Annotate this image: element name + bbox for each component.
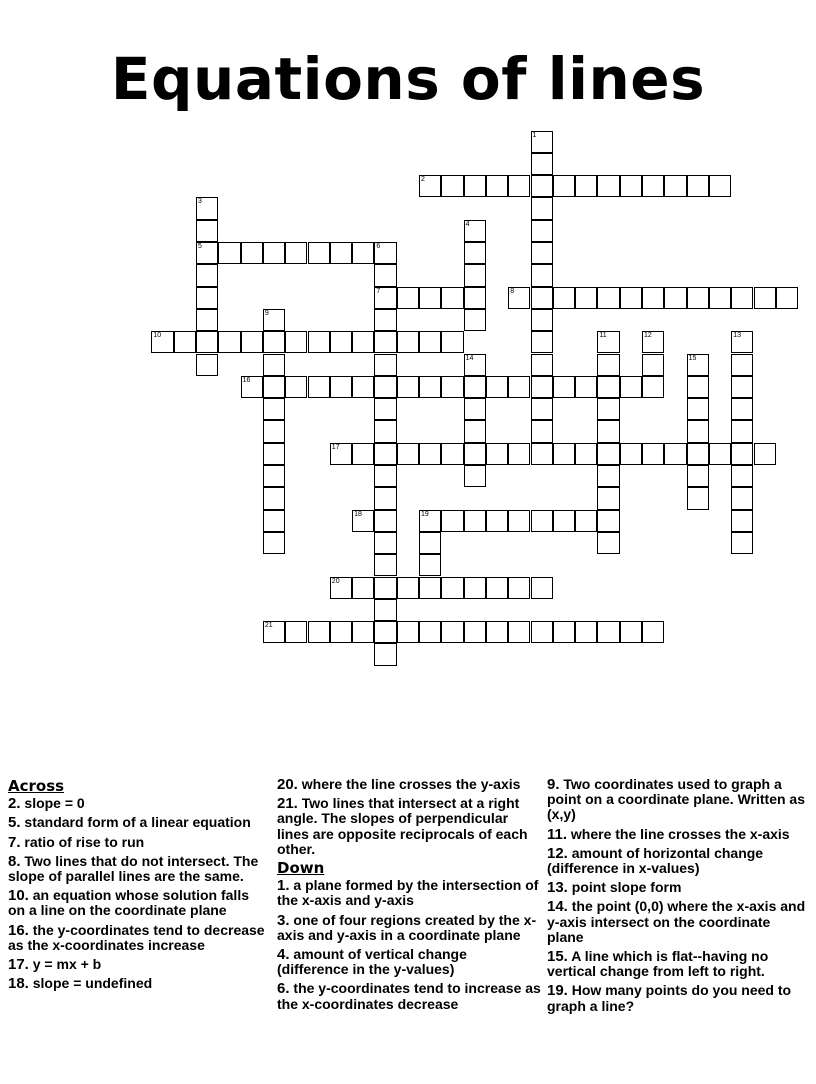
clue-number: 6.: [277, 980, 290, 998]
grid-cell[interactable]: [464, 264, 486, 286]
clue-down-1: [277, 878, 542, 908]
grid-cell[interactable]: [687, 420, 709, 442]
grid-cell[interactable]: [352, 510, 374, 532]
clue-number-label: 3: [198, 198, 202, 206]
grid-cell[interactable]: [151, 331, 173, 353]
grid-cell[interactable]: [374, 331, 396, 353]
clue-text: the y-coordinates tend to increase as the x-coordinates decrease: [277, 980, 541, 1012]
clue-text: standard form of a linear equation: [24, 814, 251, 831]
grid-cell[interactable]: [731, 398, 753, 420]
clue-number: 14.: [547, 898, 568, 916]
grid-cell[interactable]: [597, 376, 619, 398]
grid-cell[interactable]: [731, 487, 753, 509]
clue-down-13: [547, 880, 809, 895]
grid-cell[interactable]: [531, 242, 553, 264]
grid-cell[interactable]: [263, 398, 285, 420]
clue-number: 19.: [547, 982, 568, 1000]
grid-cell[interactable]: [731, 420, 753, 442]
grid-cell[interactable]: [597, 175, 619, 197]
grid-cell[interactable]: [731, 532, 753, 554]
clue-text: a plane formed by the intersection of the x-axis and y-axis: [277, 877, 539, 909]
grid-cell[interactable]: [352, 621, 374, 643]
grid-cell[interactable]: [508, 577, 530, 599]
clue-number: 7.: [8, 833, 21, 851]
grid-cell[interactable]: [776, 287, 798, 309]
grid-cell[interactable]: [352, 242, 374, 264]
clue-number-label: 7: [376, 287, 381, 295]
grid-cell[interactable]: [263, 487, 285, 509]
grid-cell[interactable]: [642, 621, 664, 643]
grid-cell[interactable]: [196, 197, 218, 219]
clue-number: 4.: [277, 946, 290, 964]
grid-cell[interactable]: [687, 287, 709, 309]
grid-cell[interactable]: [196, 287, 218, 309]
grid-cell[interactable]: [397, 443, 419, 465]
clue-text: an equation whose solution falls on a line on the coordinate plane: [8, 887, 249, 919]
grid-cell[interactable]: [330, 242, 352, 264]
grid-cell[interactable]: [508, 621, 530, 643]
grid-cell[interactable]: [374, 420, 396, 442]
clue-down-9: [547, 777, 809, 823]
grid-cell[interactable]: [263, 465, 285, 487]
clue-number: 20.: [277, 776, 298, 793]
grid-cell[interactable]: [441, 331, 463, 353]
clue-number-label: 18: [354, 510, 362, 518]
grid-cell[interactable]: [419, 331, 441, 353]
grid-cell[interactable]: [464, 420, 486, 442]
grid-cell[interactable]: [419, 376, 441, 398]
grid-cell[interactable]: [709, 287, 731, 309]
grid-cell[interactable]: [174, 331, 196, 353]
grid-cell[interactable]: [531, 264, 553, 286]
clue-number: 12.: [547, 844, 568, 862]
grid-cell[interactable]: [531, 577, 553, 599]
clue-text: Two lines that intersect at a right angle. The slopes of perpendicular lines are opposite reciprocals of each other.: [277, 795, 528, 857]
clue-number: 21.: [277, 795, 298, 813]
grid-cell[interactable]: [709, 443, 731, 465]
clue-across-7: [8, 835, 268, 850]
grid-cell[interactable]: [196, 264, 218, 286]
grid-cell[interactable]: [308, 376, 330, 398]
clue-number-label: 8: [510, 287, 515, 295]
grid-cell[interactable]: [330, 443, 352, 465]
clue-across-17: [8, 957, 268, 972]
grid-cell[interactable]: [531, 376, 553, 398]
clue-number: 11.: [547, 825, 568, 843]
grid-cell[interactable]: [374, 510, 396, 532]
grid-cell[interactable]: [419, 175, 441, 197]
grid-cell[interactable]: [553, 510, 575, 532]
clue-number: 15.: [547, 948, 568, 966]
grid-cell[interactable]: [464, 376, 486, 398]
clue-text: where the line crosses the y-axis: [301, 776, 521, 792]
grid-cell[interactable]: [263, 309, 285, 331]
clue-number-label: 1: [532, 131, 537, 139]
grid-cell[interactable]: [464, 465, 486, 487]
grid-cell[interactable]: [464, 354, 486, 376]
grid-cell[interactable]: [441, 510, 463, 532]
grid-cell[interactable]: [308, 242, 330, 264]
grid-cell[interactable]: [419, 554, 441, 576]
grid-cell[interactable]: [308, 331, 330, 353]
clue-number-label: 13: [733, 332, 741, 340]
grid-cell[interactable]: [263, 443, 285, 465]
grid-cell[interactable]: [419, 532, 441, 554]
clue-text: Two lines that do not intersect. The slope of parallel lines are the same.: [8, 852, 259, 885]
page-title: Equations of lines: [110, 45, 706, 113]
grid-cell[interactable]: [687, 398, 709, 420]
grid-cell[interactable]: [196, 220, 218, 242]
clue-number-label: 11: [599, 332, 607, 340]
grid-cell[interactable]: [374, 599, 396, 621]
grid-cell[interactable]: [374, 264, 396, 286]
grid-cell[interactable]: [597, 354, 619, 376]
clue-number-label: 2: [421, 176, 425, 184]
clue-text: point slope form: [571, 879, 682, 896]
clue-down-12: [547, 846, 809, 876]
grid-cell[interactable]: [731, 331, 753, 353]
grid-cell[interactable]: [464, 242, 486, 264]
grid-cell[interactable]: [330, 577, 352, 599]
grid-cell[interactable]: [285, 242, 307, 264]
grid-cell[interactable]: [308, 621, 330, 643]
grid-cell[interactable]: [374, 242, 396, 264]
grid-cell[interactable]: [464, 510, 486, 532]
clues-column-1: [8, 777, 268, 995]
clue-down-11: [547, 827, 809, 842]
grid-cell[interactable]: [196, 331, 218, 353]
clue-text: ratio of rise to run: [24, 833, 145, 850]
grid-cell[interactable]: [196, 354, 218, 376]
grid-cell[interactable]: [531, 309, 553, 331]
grid-cell[interactable]: [531, 220, 553, 242]
grid-cell[interactable]: [597, 287, 619, 309]
grid-cell[interactable]: [531, 420, 553, 442]
grid-cell[interactable]: [374, 577, 396, 599]
clue-number-label: 20: [331, 577, 340, 585]
clue-number-label: 9: [264, 309, 269, 317]
grid-cell[interactable]: [330, 331, 352, 353]
clue-number-label: 21: [264, 622, 273, 630]
grid-cell[interactable]: [464, 175, 486, 197]
grid-cell[interactable]: [441, 175, 463, 197]
grid-cell[interactable]: [664, 287, 686, 309]
grid-cell[interactable]: [263, 532, 285, 554]
clue-number: 2.: [8, 795, 21, 813]
grid-cell[interactable]: [374, 376, 396, 398]
grid-cell[interactable]: [553, 376, 575, 398]
grid-cell[interactable]: [196, 242, 218, 264]
grid-cell[interactable]: [352, 577, 374, 599]
clue-number: 8.: [8, 852, 21, 870]
grid-cell[interactable]: [687, 487, 709, 509]
clue-down-3: [277, 913, 542, 943]
grid-cell[interactable]: [531, 153, 553, 175]
grid-cell[interactable]: [687, 376, 709, 398]
grid-cell[interactable]: [687, 443, 709, 465]
grid-cell[interactable]: [397, 376, 419, 398]
clue-number: 10.: [8, 887, 29, 905]
clue-text: where the line crosses the x-axis: [570, 825, 790, 842]
clue-number: 3.: [277, 911, 290, 929]
grid-cell[interactable]: [687, 465, 709, 487]
grid-cell[interactable]: [419, 287, 441, 309]
grid-cell[interactable]: [531, 175, 553, 197]
clue-number: 13.: [547, 879, 568, 897]
grid-cell[interactable]: [575, 443, 597, 465]
grid-cell[interactable]: [575, 621, 597, 643]
grid-cell[interactable]: [241, 331, 263, 353]
grid-cell[interactable]: [374, 287, 396, 309]
grid-cell[interactable]: [464, 287, 486, 309]
grid-cell[interactable]: [419, 443, 441, 465]
clue-number: 5.: [8, 814, 21, 832]
grid-cell[interactable]: [687, 354, 709, 376]
grid-cell[interactable]: [531, 331, 553, 353]
grid-cell[interactable]: [597, 420, 619, 442]
clue-text: slope = undefined: [32, 975, 153, 992]
grid-cell[interactable]: [508, 443, 530, 465]
grid-cell[interactable]: [352, 376, 374, 398]
clue-across-2: [8, 796, 268, 811]
clue-across-8: [8, 854, 268, 884]
clue-text: A line which is flat--having no vertical change from left to right.: [547, 948, 769, 980]
grid-cell[interactable]: [218, 242, 240, 264]
grid-cell[interactable]: [263, 376, 285, 398]
grid-cell[interactable]: [531, 131, 553, 153]
clue-down-19: [547, 983, 809, 1013]
grid-cell[interactable]: [531, 197, 553, 219]
grid-cell[interactable]: [575, 376, 597, 398]
grid-cell[interactable]: [374, 354, 396, 376]
clue-number-label: 14: [465, 354, 474, 362]
grid-cell[interactable]: [597, 443, 619, 465]
clue-across-21: [277, 796, 542, 857]
grid-cell[interactable]: [486, 376, 508, 398]
grid-cell[interactable]: [285, 621, 307, 643]
grid-cell[interactable]: [263, 510, 285, 532]
clue-across-5: [8, 815, 268, 830]
grid-cell[interactable]: [664, 443, 686, 465]
grid-cell[interactable]: [597, 510, 619, 532]
clue-down-14: [547, 899, 809, 945]
grid-cell[interactable]: [374, 643, 396, 665]
grid-cell[interactable]: [575, 510, 597, 532]
grid-cell[interactable]: [486, 443, 508, 465]
grid-cell[interactable]: [374, 465, 396, 487]
clue-number-label: 5: [198, 243, 202, 250]
grid-cell[interactable]: [352, 443, 374, 465]
grid-cell[interactable]: [486, 621, 508, 643]
clue-number: 16.: [8, 921, 29, 939]
grid-cell[interactable]: [731, 354, 753, 376]
grid-cell[interactable]: [642, 376, 664, 398]
clue-number: 9.: [547, 776, 560, 793]
clue-text: Two coordinates used to graph a point on a coordinate plane. Written as (x,y): [547, 776, 805, 823]
clue-number: 18.: [8, 975, 29, 993]
grid-cell[interactable]: [531, 621, 553, 643]
grid-cell[interactable]: [419, 577, 441, 599]
grid-cell[interactable]: [374, 398, 396, 420]
grid-cell[interactable]: [486, 175, 508, 197]
grid-cell[interactable]: [731, 510, 753, 532]
grid-cell[interactable]: [620, 175, 642, 197]
clue-across-16: [8, 923, 268, 953]
clue-text: amount of horizontal change (difference in x-values): [547, 844, 764, 877]
clue-number-label: 19: [421, 510, 429, 518]
grid-cell[interactable]: [553, 621, 575, 643]
grid-cell[interactable]: [553, 175, 575, 197]
grid-cell[interactable]: [263, 354, 285, 376]
grid-cell[interactable]: [330, 376, 352, 398]
grid-cell[interactable]: [597, 621, 619, 643]
grid-cell[interactable]: [731, 443, 753, 465]
grid-cell[interactable]: [597, 487, 619, 509]
grid-cell[interactable]: [731, 287, 753, 309]
grid-cell[interactable]: [664, 175, 686, 197]
grid-cell[interactable]: [553, 443, 575, 465]
clue-text: the y-coordinates tend to decrease as the x-coordinates increase: [8, 921, 265, 953]
clues-column-2: [277, 777, 542, 1016]
grid-cell[interactable]: [330, 621, 352, 643]
grid-cell[interactable]: [285, 376, 307, 398]
grid-cell[interactable]: [754, 443, 776, 465]
grid-cell[interactable]: [397, 577, 419, 599]
grid-cell[interactable]: [241, 376, 263, 398]
grid-cell[interactable]: [486, 577, 508, 599]
clue-number-label: 10: [153, 332, 162, 340]
grid-cell[interactable]: [531, 443, 553, 465]
clue-text: y = mx + b: [32, 956, 102, 973]
grid-cell[interactable]: [196, 309, 218, 331]
grid-cell[interactable]: [441, 443, 463, 465]
clue-down-4: [277, 947, 542, 977]
grid-cell[interactable]: [642, 354, 664, 376]
grid-cell[interactable]: [754, 287, 776, 309]
clue-text: amount of vertical change (difference in the y-values): [277, 946, 467, 978]
grid-cell[interactable]: [419, 621, 441, 643]
grid-cell[interactable]: [374, 532, 396, 554]
grid-cell[interactable]: [486, 510, 508, 532]
grid-cell[interactable]: [709, 175, 731, 197]
grid-cell[interactable]: [397, 331, 419, 353]
clue-down-6: [277, 981, 542, 1011]
grid-cell[interactable]: [464, 309, 486, 331]
grid-cell[interactable]: [397, 287, 419, 309]
grid-cell[interactable]: [553, 287, 575, 309]
grid-cell[interactable]: [464, 220, 486, 242]
grid-cell[interactable]: [374, 309, 396, 331]
grid-cell[interactable]: [263, 621, 285, 643]
grid-cell[interactable]: [374, 487, 396, 509]
grid-cell[interactable]: [508, 287, 530, 309]
grid-cell[interactable]: [531, 398, 553, 420]
clue-number: 17.: [8, 956, 29, 974]
grid-cell[interactable]: [374, 443, 396, 465]
clue-number-label: 17: [331, 443, 340, 451]
grid-cell[interactable]: [218, 331, 240, 353]
clue-text: How many points do you need to graph a line?: [547, 982, 792, 1014]
clue-text: the point (0,0) where the x-axis and y-axis intersect on the coordinate plane: [547, 898, 806, 945]
clues-column-3: [547, 777, 809, 1018]
clue-text: slope = 0: [24, 795, 85, 812]
across-heading: Across: [8, 777, 65, 795]
grid-cell[interactable]: [642, 175, 664, 197]
grid-cell[interactable]: [508, 175, 530, 197]
grid-cell[interactable]: [597, 465, 619, 487]
grid-cell[interactable]: [464, 398, 486, 420]
grid-cell[interactable]: [464, 443, 486, 465]
grid-cell[interactable]: [374, 554, 396, 576]
grid-cell[interactable]: [575, 287, 597, 309]
grid-cell[interactable]: [441, 287, 463, 309]
grid-cell[interactable]: [642, 287, 664, 309]
down-heading: Down: [277, 859, 325, 878]
clue-text: one of four regions created by the x-axis and y-axis in a coordinate plane: [277, 911, 537, 943]
grid-cell[interactable]: [464, 621, 486, 643]
clue-across-18: [8, 976, 268, 991]
grid-cell[interactable]: [620, 621, 642, 643]
clue-number: 1.: [277, 877, 290, 895]
clue-number-label: 6: [376, 243, 381, 250]
clue-number-label: 15: [688, 354, 697, 362]
clue-number-label: 16: [242, 376, 251, 384]
grid-cell[interactable]: [285, 331, 307, 353]
grid-cell[interactable]: [620, 376, 642, 398]
grid-cell[interactable]: [687, 175, 709, 197]
grid-cell[interactable]: [419, 510, 441, 532]
grid-cell[interactable]: [531, 354, 553, 376]
grid-cell[interactable]: [508, 376, 530, 398]
grid-cell[interactable]: [531, 287, 553, 309]
clue-number-label: 12: [644, 332, 652, 340]
grid-cell[interactable]: [620, 443, 642, 465]
clue-down-15: [547, 949, 809, 979]
grid-cell[interactable]: [464, 577, 486, 599]
grid-cell[interactable]: [352, 331, 374, 353]
grid-cell[interactable]: [397, 621, 419, 643]
grid-cell[interactable]: [241, 242, 263, 264]
grid-cell[interactable]: [642, 331, 664, 353]
grid-cell[interactable]: [597, 398, 619, 420]
grid-cell[interactable]: [575, 175, 597, 197]
grid-cell[interactable]: [597, 532, 619, 554]
clue-number-label: 4: [465, 220, 470, 228]
grid-cell[interactable]: [642, 443, 664, 465]
grid-cell[interactable]: [441, 376, 463, 398]
clue-across-20: [277, 777, 542, 792]
grid-cell[interactable]: [531, 510, 553, 532]
grid-cell[interactable]: [374, 621, 396, 643]
grid-cell[interactable]: [731, 465, 753, 487]
grid-cell[interactable]: [263, 331, 285, 353]
grid-cell[interactable]: [441, 621, 463, 643]
grid-cell[interactable]: [441, 577, 463, 599]
grid-cell[interactable]: [263, 420, 285, 442]
grid-cell[interactable]: [597, 331, 619, 353]
grid-cell[interactable]: [731, 376, 753, 398]
clue-across-10: [8, 888, 268, 918]
grid-cell[interactable]: [508, 510, 530, 532]
grid-cell[interactable]: [263, 242, 285, 264]
grid-cell[interactable]: [620, 287, 642, 309]
